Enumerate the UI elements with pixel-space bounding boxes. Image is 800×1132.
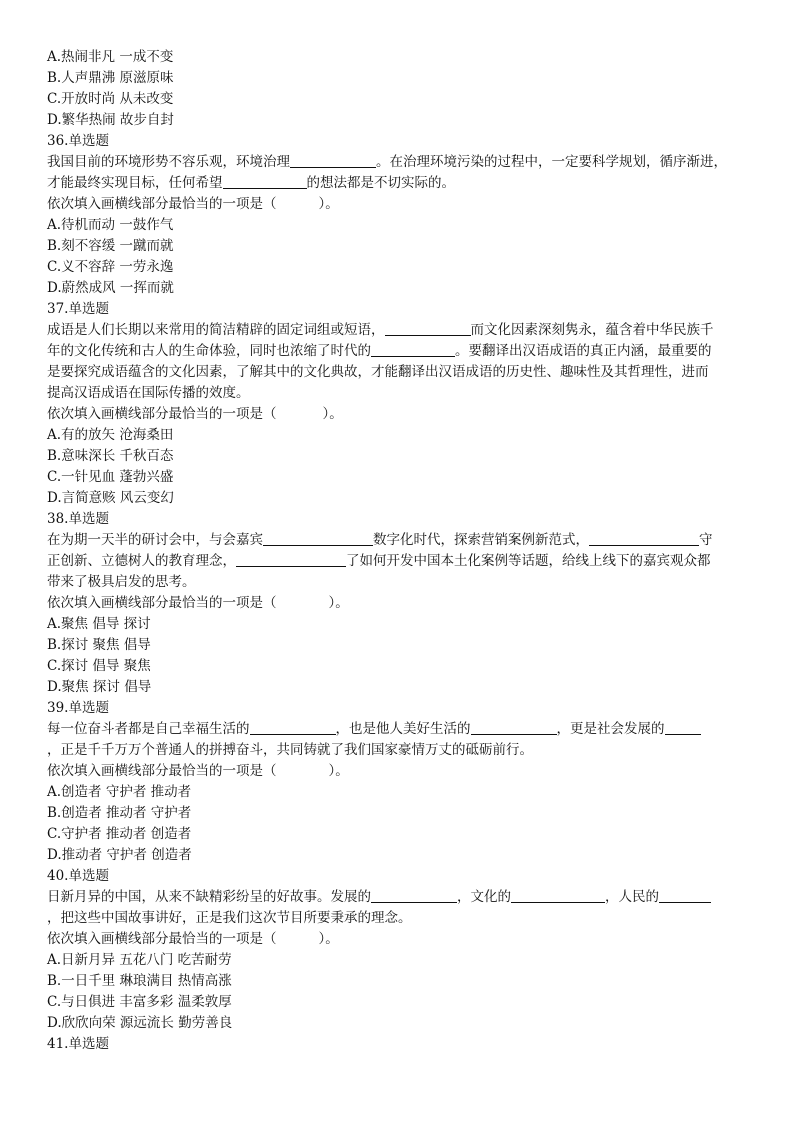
option-d: D.聚焦 探讨 倡导	[47, 679, 152, 695]
question-header: 36.单选题	[47, 133, 109, 149]
option-d: D.言简意赅 风云变幻	[47, 490, 174, 506]
question-text-line: 提高汉语成语在国际传播的效度。	[47, 385, 250, 401]
question-text-line: 在为期一天半的研讨会中，与会嘉宾 数字化时代，探索营销案例新范式， 守	[47, 532, 713, 548]
question-41	[47, 1034, 753, 1055]
option-d: D.欣欣向荣 源远流长 勤劳善良	[47, 1015, 233, 1031]
answer-blank	[371, 342, 455, 357]
option-b: B.意味深长 千秋百态	[47, 448, 174, 464]
answer-blank	[250, 720, 336, 735]
option-c: C.开放时尚 从未改变	[47, 91, 174, 107]
answer-blank	[263, 531, 373, 546]
question-text-line: 才能最终实现目标，任何希望 的想法都是不切实际的。	[47, 175, 455, 191]
question-text-line: ，把这些中国故事讲好，正是我们这次节目所要秉承的理念。	[47, 910, 412, 926]
answer-blank	[665, 720, 701, 735]
option-c: C.守护者 推动者 创造者	[47, 826, 192, 842]
option-d: D.繁华热闹 故步自封	[47, 112, 174, 128]
question-prompt: 依次填入画横线部分最恰当的一项是（ ）。	[47, 196, 339, 212]
option-a: A.创造者 守护者 推动者	[47, 784, 192, 800]
question-37	[47, 299, 753, 509]
answer-blank	[589, 531, 699, 546]
question-39	[47, 698, 753, 866]
answer-blank	[511, 888, 605, 903]
answer-blank	[371, 888, 457, 903]
option-b: B.创造者 推动者 守护者	[47, 805, 192, 821]
option-a: A.热闹非凡 一成不变	[47, 49, 174, 65]
question-header: 40.单选题	[47, 868, 109, 884]
question-prompt: 依次填入画横线部分最恰当的一项是（ ）。	[47, 406, 343, 422]
answer-blank	[223, 174, 307, 189]
question-header: 39.单选题	[47, 700, 109, 716]
answer-blank	[236, 552, 346, 567]
question-prompt: 依次填入画横线部分最恰当的一项是（ ）。	[47, 931, 339, 947]
question-text-line: ，正是千千万万个普通人的拼搏奋斗，共同铸就了我们国家豪情万丈的砥砺前行。	[47, 742, 533, 758]
option-d: D.推动者 守护者 创造者	[47, 847, 192, 863]
question-38	[47, 509, 753, 698]
question-prompt: 依次填入画横线部分最恰当的一项是（ ）。	[47, 595, 349, 611]
answer-blank	[471, 720, 557, 735]
question-header: 38.单选题	[47, 511, 109, 527]
option-a: A.待机而动 一鼓作气	[47, 217, 174, 233]
option-c: C.一针见血 蓬勃兴盛	[47, 469, 174, 485]
question-36	[47, 131, 753, 299]
question-text-line: 是要探究成语蕴含的文化因素，了解其中的文化典故，才能翻译出汉语成语的历史性、趣味性及其哲理性，进而	[47, 364, 709, 380]
option-d: D.蔚然成风 一挥而就	[47, 280, 174, 296]
question-text-line: 我国目前的环境形势不容乐观，环境治理 。在治理环境污染的过程中，一定要科学规划，循序渐进，	[47, 154, 727, 170]
question-text-line: 日新月异的中国，从来不缺精彩纷呈的好故事。发展的 ，文化的 ，人民的	[47, 887, 753, 908]
question-text-line: 年的文化传统和古人的生命体验，同时也浓缩了时代的 。要翻译出汉语成语的真正内涵，最重要的	[47, 343, 712, 359]
question-text-line: 正创新、立德树人的教育理念， 了如何开发中国本土化案例等话题，给线上线下的嘉宾观众都	[47, 553, 711, 569]
option-b: B.人声鼎沸 原滋原味	[47, 70, 174, 86]
option-a: A.有的放矢 沧海桑田	[47, 427, 174, 443]
option-c: C.义不容辞 一劳永逸	[47, 259, 174, 275]
question-prompt: 依次填入画横线部分最恰当的一项是（ ）。	[47, 763, 349, 779]
question-header: 41.单选题	[47, 1036, 109, 1052]
answer-blank	[659, 888, 711, 903]
option-c: C.探讨 倡导 聚焦	[47, 658, 151, 674]
previous-question-options	[47, 47, 753, 131]
option-c: C.与日俱进 丰富多彩 温柔敦厚	[47, 994, 232, 1010]
question-text-line: 带来了极具启发的思考。	[47, 574, 196, 590]
question-40	[47, 866, 753, 1034]
question-text-line: 成语是人们长期以来常用的简洁精辟的固定词组或短语， 而文化因素深刻隽永，蕴含着中华民族千	[47, 322, 714, 338]
option-a: A.聚焦 倡导 探讨	[47, 616, 151, 632]
exam-page	[47, 47, 753, 1055]
option-b: B.一日千里 琳琅满目 热情高涨	[47, 973, 232, 989]
option-b: B.刻不容缓 一蹴而就	[47, 238, 174, 254]
answer-blank	[385, 321, 471, 336]
question-text-line: 每一位奋斗者都是自己幸福生活的 ，也是他人美好生活的 ，更是社会发展的	[47, 719, 753, 740]
question-header: 37.单选题	[47, 301, 109, 317]
option-a: A.日新月异 五花八门 吃苦耐劳	[47, 952, 232, 968]
answer-blank	[290, 153, 376, 168]
option-b: B.探讨 聚焦 倡导	[47, 637, 151, 653]
